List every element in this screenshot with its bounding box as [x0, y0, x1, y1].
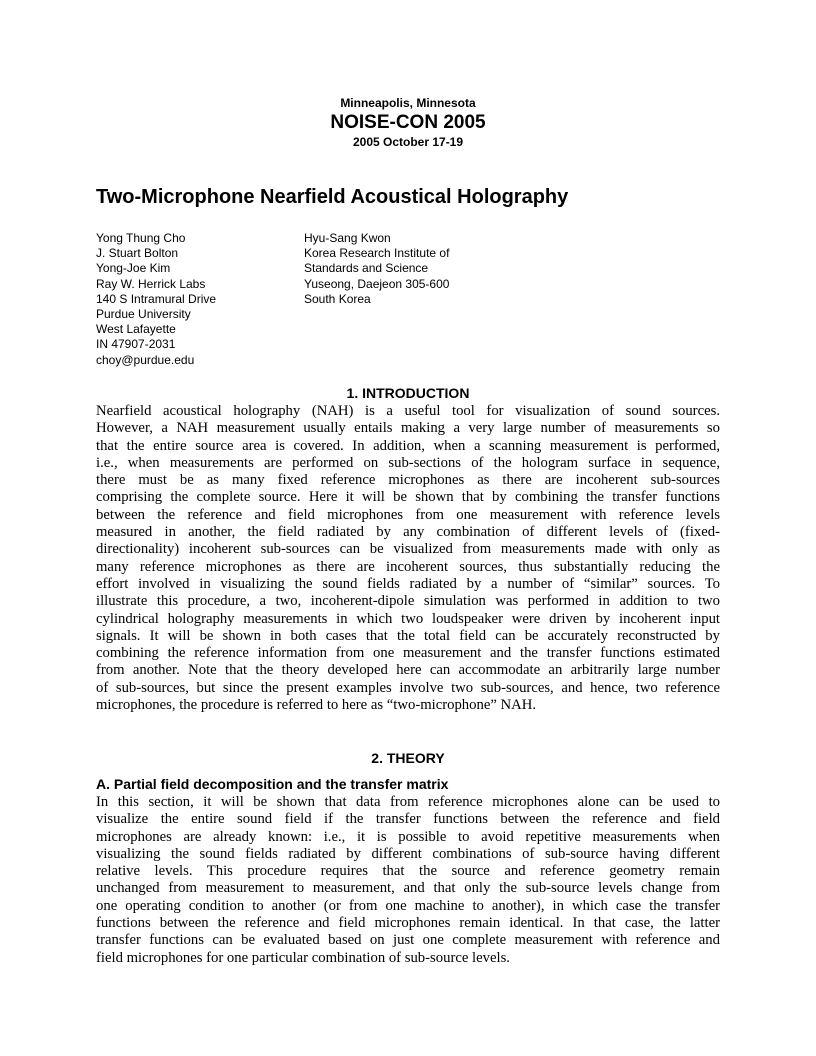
author-line: Yuseong, Daejeon 305-600 [304, 276, 450, 291]
paper-title: Two-Microphone Nearfield Acoustical Holography [96, 186, 569, 208]
paragraph-line: Nearfield acoustical holography (NAH) is a useful tool for visualization of sound sources. [96, 403, 720, 419]
author-line: 140 S Intramural Drive [96, 291, 217, 306]
theory-heading: 2. THEORY [371, 750, 445, 766]
paragraph-line: that the entire source area is covered. In addition, when a scanning measurement is performed, [96, 437, 720, 454]
paragraph-line: illustrate this procedure, a two, incoherent-dipole simulation was performed in addition to two [96, 593, 720, 610]
paragraph-line: measured in another, the field radiated by any combination of different levels of (fixed- [96, 524, 720, 541]
paragraph-line: microphones are already known: i.e., it is possible to avoid repetitive measurements when [96, 828, 720, 845]
paragraph-line: of sub-sources, but since the present examples involve two sub-sources, and hence, two reference [96, 679, 720, 696]
theory-paragraph [96, 794, 720, 967]
conference-city: Minneapolis, Minnesota [340, 96, 476, 110]
paragraph-line: from another. Note that the theory developed here can accommodate an arbitrarily large number [96, 662, 720, 679]
paragraph-line: one operating condition to another (or from one machine to another), in which case the transfer [96, 897, 720, 914]
paragraph-line: However, a NAH measurement usually entails making a very large number of measurements so [96, 420, 720, 437]
author-line: Standards and Science [304, 261, 429, 276]
paragraph-line: between the reference and field microphones from one measurement with reference levels [96, 506, 720, 523]
author-line: Yong-Joe Kim [96, 261, 171, 276]
paragraph-line: In this section, it will be shown that data from reference microphones alone can be used to [96, 794, 720, 810]
paragraph-line: effort involved in visualizing the sound fields radiated by a number of “similar” sources. To [96, 575, 720, 592]
author-line: Hyu-Sang Kwon [304, 231, 391, 245]
author-column-left [96, 231, 216, 368]
author-email: choy@purdue.edu [96, 352, 195, 367]
conference-name: NOISE-CON 2005 [330, 112, 486, 133]
paragraph-line: field microphones for one particular combination of sub-source levels. [96, 949, 510, 966]
author-line: J. Stuart Bolton [96, 246, 179, 261]
author-line: Ray W. Herrick Labs [96, 276, 206, 291]
paragraph-line: unchanged from measurement to measurement, and that only the sub-source levels change from [96, 880, 720, 897]
paragraph-line: microphones, the procedure is referred to here as “two-microphone” NAH. [96, 697, 537, 714]
conference-header [96, 96, 720, 149]
author-line: Purdue University [96, 307, 191, 322]
paragraph-line: visualizing the sound fields radiated by different combinations of sub-source having different [96, 845, 720, 862]
author-column-right [304, 231, 449, 307]
paragraph-line: visualize the entire sound field if the transfer functions between the reference and field [96, 811, 720, 828]
paragraph-line: there must be as many fixed reference microphones as there are incoherent sub-sources [96, 472, 720, 489]
paragraph-line: functions between the reference and field microphones remain identical. In that case, the latter [96, 915, 720, 932]
paragraph-line: combining the reference information from one measurement and the transfer functions estimated [96, 645, 720, 662]
paragraph-line: i.e., when measurements are performed on sub-sections of the hologram surface in sequence, [96, 454, 720, 471]
author-line: West Lafayette [96, 322, 176, 337]
author-line: Korea Research Institute of [304, 246, 450, 261]
paragraph-line: many reference microphones as there are incoherent sources, thus substantially reducing the [96, 558, 720, 575]
paragraph-line: relative levels. This procedure requires that the source and reference geometry remain [96, 863, 720, 880]
introduction-heading: 1. INTRODUCTION [346, 385, 470, 401]
introduction-paragraph [96, 403, 720, 714]
paragraph-line: comprising the complete source. Here it will be shown that by combining the transfer functions [96, 489, 720, 506]
author-line: South Korea [304, 291, 371, 306]
conference-date: 2005 October 17-19 [352, 135, 464, 149]
theory-subsection-heading: A. Partial field decomposition and the transfer matrix [96, 776, 449, 792]
author-line: IN 47907-2031 [96, 337, 176, 352]
paragraph-line: cylindrical holography measurements in which two loudspeaker were driven by incoherent input [96, 610, 720, 627]
paragraph-line: transfer functions can be evaluated based on just one complete measurement with reference and [96, 932, 720, 949]
paragraph-line: directionality) incoherent sub-sources can be visualized from measurements made with only as [96, 541, 720, 558]
author-line: Yong Thung Cho [96, 231, 186, 245]
paragraph-line: signals. It will be shown in both cases that the total field can be accurately reconstructed by [96, 627, 720, 644]
